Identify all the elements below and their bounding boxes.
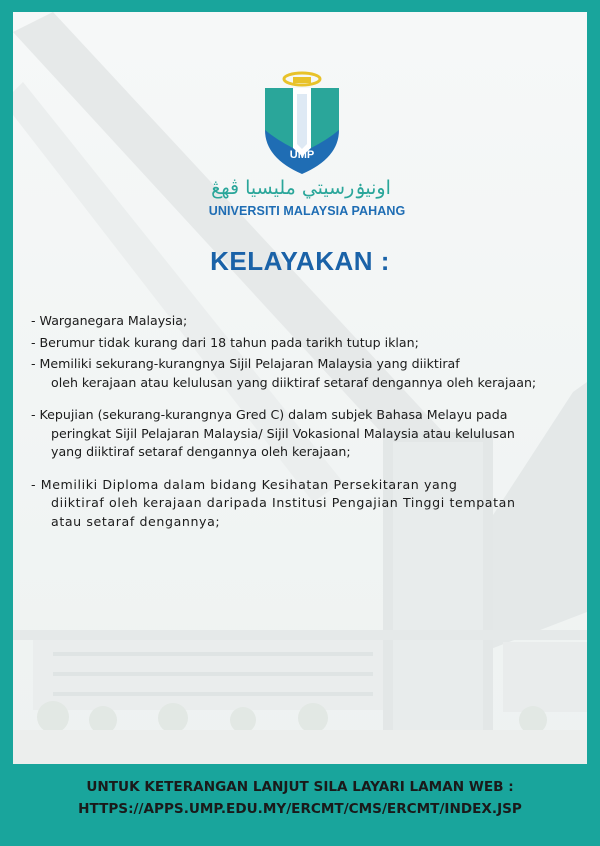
requirement-line: - Memiliki sekurang-kurangnya Sijil Pelajaran Malaysia yang diiktiraf	[31, 356, 460, 371]
requirements-list	[31, 312, 571, 531]
content-panel	[13, 12, 587, 764]
footer-info	[0, 776, 600, 820]
requirement-item	[31, 312, 571, 331]
website-link[interactable]: HTTPS://APPS.UMP.EDU.MY/ERCMT/CMS/ERCMT/INDEX.JSP	[78, 801, 522, 817]
requirement-item	[31, 355, 571, 392]
university-name: UNIVERSITI MALAYSIA PAHANG	[208, 204, 406, 218]
section-heading: KELAYAKAN :	[210, 246, 390, 276]
requirement-line: oleh kerajaan atau kelulusan yang diiktiraf setaraf dengannya oleh kerajaan;	[51, 374, 537, 390]
requirement-line: diiktiraf oleh kerajaan daripada Institusi Pengajian Tinggi tempatan	[51, 495, 516, 510]
ump-logo	[263, 70, 341, 180]
requirement-item	[31, 406, 571, 462]
university-jawi-name: اونيۏرسيتي مليسيا ڤهڠ	[211, 177, 391, 199]
logo-text: UMP	[289, 149, 315, 161]
requirement-item	[31, 476, 571, 532]
footer-line: UNTUK KETERANGAN LANJUT SILA LAYARI LAMAN WEB :	[86, 779, 514, 795]
requirement-line: yang diiktiraf setaraf dengannya oleh kerajaan;	[51, 444, 351, 459]
requirement-line: - Berumur tidak kurang dari 18 tahun pada tarikh tutup iklan;	[31, 334, 419, 350]
requirement-line: - Kepujian (sekurang-kurangnya Gred C) dalam subjek Bahasa Melayu pada	[31, 407, 508, 422]
requirement-line: atau setaraf dengannya;	[51, 513, 221, 529]
requirement-line: peringkat Sijil Pelajaran Malaysia/ Sijil Vokasional Malaysia atau kelulusan	[51, 425, 515, 441]
requirement-line: - Warganegara Malaysia;	[31, 313, 188, 328]
requirement-line: - Memiliki Diploma dalam bidang Kesihatan Persekitaran yang	[31, 476, 458, 492]
requirement-item	[31, 334, 571, 353]
